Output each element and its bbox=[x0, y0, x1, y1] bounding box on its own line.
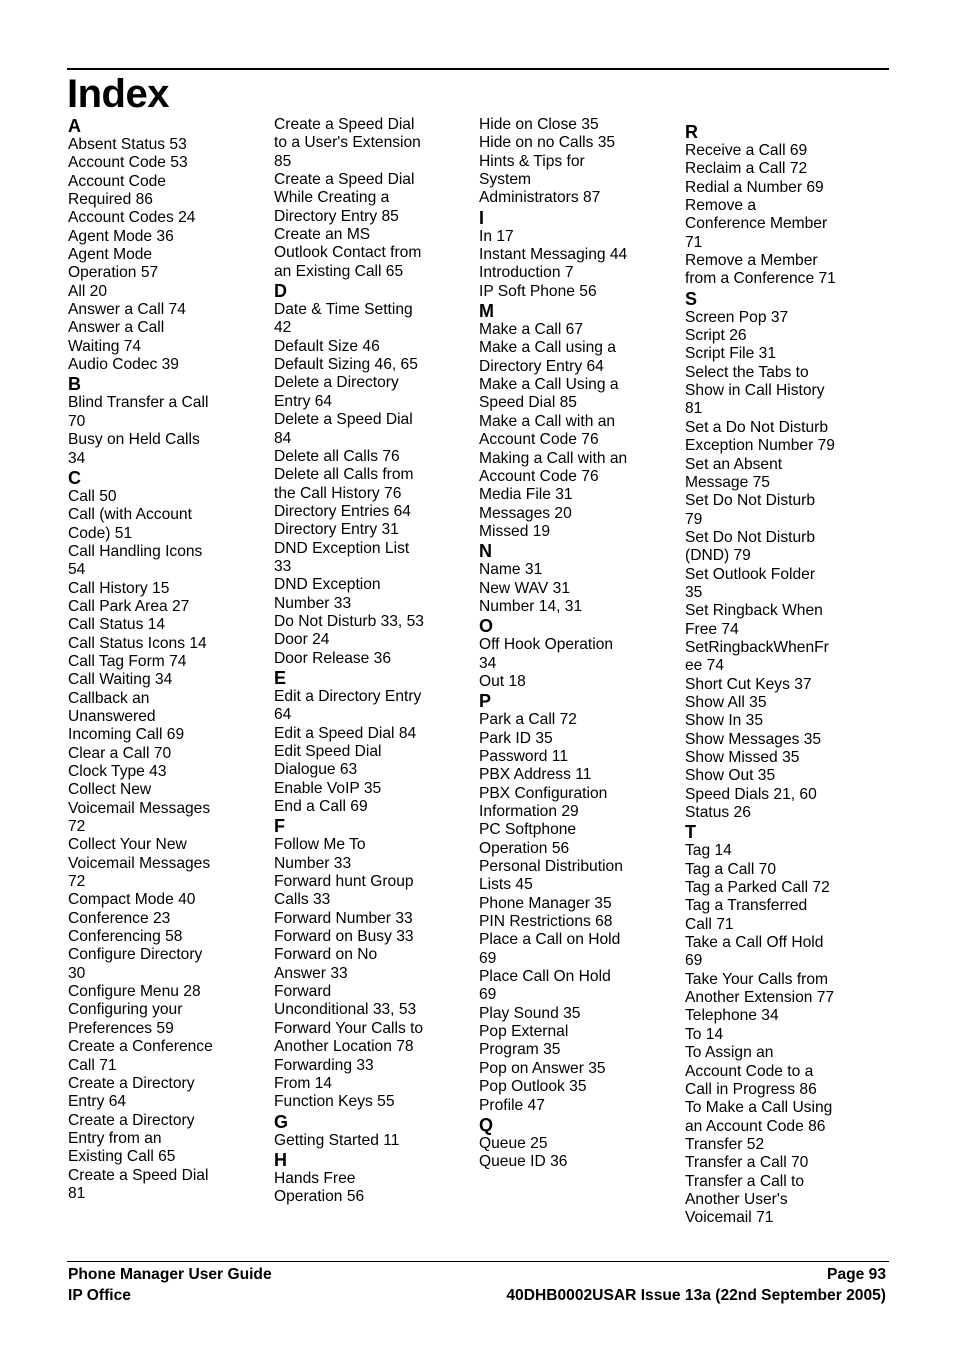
index-entry: All 20 bbox=[68, 282, 108, 300]
index-entry: To Make a Call Using an Account Code 86 bbox=[685, 1099, 833, 1135]
index-entry: Remove a Conference Member 71 bbox=[685, 197, 828, 251]
index-entry: Delete all Calls from the Call History 76 bbox=[274, 466, 414, 502]
index-entry: Account Codes 24 bbox=[68, 209, 196, 227]
index-entry: Hints & Tips for System Administrators 87 bbox=[479, 152, 601, 207]
index-entry: Make a Call using a Directory Entry 64 bbox=[479, 339, 616, 375]
index-entry: Delete a Speed Dial 84 bbox=[274, 411, 413, 447]
index-entry: Edit a Directory Entry 64 bbox=[274, 687, 422, 724]
index-entry: Phone Manager 35 bbox=[479, 894, 612, 912]
index-entry: PIN Restrictions 68 bbox=[479, 913, 613, 931]
index-entry: Name 31 bbox=[479, 561, 543, 579]
index-entry: Account Code 53 bbox=[68, 154, 188, 172]
index-entry: Transfer a Call 70 bbox=[685, 1154, 809, 1172]
index-letter-heading: P bbox=[479, 691, 492, 712]
index-entry: Place a Call on Hold 69 bbox=[479, 931, 621, 967]
index-entry: Take a Call Off Hold 69 bbox=[685, 934, 824, 970]
index-entry: Set Do Not Disturb 79 bbox=[685, 492, 815, 528]
index-entry: Create a Directory Entry from an Existing Call 65 bbox=[68, 1111, 195, 1166]
index-entry: Configure Directory 30 bbox=[68, 946, 203, 982]
index-entry: Show Messages 35 bbox=[685, 730, 822, 748]
index-entry: Park ID 35 bbox=[479, 729, 553, 747]
index-entry: Take Your Calls from Another Extension 77 bbox=[685, 970, 835, 1007]
index-entry: Tag a Transferred Call 71 bbox=[685, 897, 808, 933]
index-entry: Agent Mode Operation 57 bbox=[68, 246, 159, 282]
footer-left bbox=[68, 1264, 272, 1306]
index-letter-heading: H bbox=[274, 1149, 287, 1170]
index-entry: Clock Type 43 bbox=[68, 763, 167, 780]
index-entry: Select the Tabs to Show in Call History 81 bbox=[685, 363, 825, 418]
index-entry: Delete all Calls 76 bbox=[274, 447, 400, 465]
index-entry: Call 50 bbox=[68, 487, 117, 505]
index-entry: Make a Call with an Account Code 76 bbox=[479, 412, 616, 449]
index-entry: Date & Time Setting 42 bbox=[274, 301, 413, 337]
index-entry: Queue 25 bbox=[479, 1134, 548, 1152]
index-entry: Call Handling Icons 54 bbox=[68, 542, 203, 579]
index-entry: Media File 31 bbox=[479, 486, 573, 504]
index-entry: Absent Status 53 bbox=[68, 136, 187, 153]
index-entry: New WAV 31 bbox=[479, 579, 570, 597]
index-entry: From 14 bbox=[274, 1074, 333, 1092]
index-entry: Off Hook Operation 34 bbox=[479, 636, 614, 672]
index-entry: Call Tag Form 74 bbox=[68, 652, 187, 670]
index-entry: Set Ringback When Free 74 bbox=[685, 602, 823, 638]
index-entry: Speed Dials 21, 60 bbox=[685, 785, 817, 803]
index-entry: Show All 35 bbox=[685, 693, 767, 711]
header-rule bbox=[67, 68, 889, 70]
index-entry: Default Sizing 46, 65 bbox=[274, 356, 418, 374]
page-title: Index bbox=[67, 72, 169, 116]
index-letter-heading: B bbox=[68, 374, 81, 395]
index-entry: Conferencing 58 bbox=[68, 928, 183, 946]
index-entry: Enable VoIP 35 bbox=[274, 779, 382, 797]
index-entry: Create a Speed Dial 81 bbox=[68, 1166, 209, 1202]
index-entry: Busy on Held Calls 34 bbox=[68, 431, 200, 467]
index-entry: Call Park Area 27 bbox=[68, 597, 190, 615]
index-entry: Reclaim a Call 72 bbox=[685, 160, 808, 178]
index-entry: PC Softphone Operation 56 bbox=[479, 821, 577, 857]
index-entry: Pop Outlook 35 bbox=[479, 1078, 587, 1096]
index-entry: Forward Your Calls to Another Location 78 bbox=[274, 1019, 424, 1056]
index-entry: Queue ID 36 bbox=[479, 1153, 568, 1171]
index-entry: Forward Unconditional 33, 53 bbox=[274, 983, 417, 1019]
index-entry: DND Exception List 33 bbox=[274, 539, 410, 575]
index-entry: Do Not Disturb 33, 53 bbox=[274, 612, 424, 630]
index-entry: Door Release 36 bbox=[274, 649, 392, 667]
index-letter-heading: I bbox=[479, 207, 485, 228]
index-entry: IP Soft Phone 56 bbox=[479, 282, 597, 300]
index-entry: Call Waiting 34 bbox=[68, 671, 173, 689]
index-entry: To Assign an Account Code to a Call in Progress 86 bbox=[685, 1044, 817, 1098]
index-letter-heading: M bbox=[479, 301, 494, 322]
index-entry: Set a Do Not Disturb Exception Number 79 bbox=[685, 418, 835, 455]
footer-issue: 40DHB0002USAR Issue 13a (22nd September 2005) bbox=[506, 1287, 886, 1304]
index-letter-heading: Q bbox=[479, 1114, 494, 1135]
index-letter-heading: E bbox=[274, 667, 287, 688]
index-entry: Create a Speed Dial to a User's Extension 85 bbox=[274, 116, 421, 170]
index-entry: Function Keys 55 bbox=[274, 1093, 395, 1111]
index-entry: Agent Mode 36 bbox=[68, 227, 174, 245]
index-column-1 bbox=[68, 116, 268, 1203]
index-letter-heading: D bbox=[274, 281, 287, 302]
index-entry: Transfer 52 bbox=[685, 1135, 765, 1153]
footer-right bbox=[506, 1264, 886, 1306]
index-column-3 bbox=[479, 116, 679, 1172]
index-column-4 bbox=[685, 122, 885, 1228]
index-entry: Play Sound 35 bbox=[479, 1004, 581, 1022]
index-entry: Transfer a Call to Another User's Voicemail 71 bbox=[685, 1172, 805, 1227]
index-entry: Configure Menu 28 bbox=[68, 983, 201, 1001]
index-entry: Set Outlook Folder 35 bbox=[685, 565, 816, 601]
index-entry: Configuring your Preferences 59 bbox=[68, 1001, 183, 1037]
index-entry: Hide on no Calls 35 bbox=[479, 134, 616, 152]
index-entry: Pop on Answer 35 bbox=[479, 1059, 606, 1077]
index-letter-heading: F bbox=[274, 816, 285, 837]
footer-product: IP Office bbox=[68, 1287, 131, 1304]
index-entry: Park a Call 72 bbox=[479, 711, 577, 729]
index-column-2 bbox=[274, 116, 474, 1207]
index-entry: Set Do Not Disturb (DND) 79 bbox=[685, 528, 815, 565]
index-entry: Messages 20 bbox=[479, 504, 572, 522]
index-entry: Redial a Number 69 bbox=[685, 178, 824, 196]
index-entry: Set an Absent Message 75 bbox=[685, 455, 783, 491]
index-entry: Screen Pop 37 bbox=[685, 308, 789, 326]
index-entry: Remove a Member from a Conference 71 bbox=[685, 252, 836, 288]
index-entry: In 17 bbox=[479, 227, 514, 245]
index-entry: Clear a Call 70 bbox=[68, 744, 172, 762]
index-entry: PBX Configuration Information 29 bbox=[479, 784, 608, 820]
index-entry: Forward Number 33 bbox=[274, 909, 413, 927]
index-entry: Forward hunt Group Calls 33 bbox=[274, 873, 414, 909]
index-entry: PBX Address 11 bbox=[479, 766, 592, 784]
index-entry: Create an MS Outlook Contact from an Existing Call 65 bbox=[274, 226, 422, 280]
index-entry: Edit a Speed Dial 84 bbox=[274, 724, 417, 742]
index-entry: Callback an Unanswered Incoming Call 69 bbox=[68, 689, 185, 744]
index-entry: Getting Started 11 bbox=[274, 1131, 400, 1149]
index-entry: Hide on Close 35 bbox=[479, 116, 599, 133]
index-entry: End a Call 69 bbox=[274, 798, 368, 816]
index-entry: Delete a Directory Entry 64 bbox=[274, 374, 399, 410]
index-entry: Tag a Parked Call 72 bbox=[685, 879, 830, 897]
index-entry: Default Size 46 bbox=[274, 337, 380, 355]
index-entry: Personal Distribution Lists 45 bbox=[479, 858, 623, 894]
index-entry: Place Call On Hold 69 bbox=[479, 968, 611, 1004]
index-entry: Tag a Call 70 bbox=[685, 860, 777, 878]
index-entry: Password 11 bbox=[479, 747, 568, 765]
index-letter-heading: G bbox=[274, 1111, 289, 1132]
index-entry: Receive a Call 69 bbox=[685, 142, 808, 159]
index-letter-heading: C bbox=[68, 467, 81, 488]
index-entry: Compact Mode 40 bbox=[68, 891, 196, 909]
index-entry: Create a Speed Dial While Creating a Directory Entry 85 bbox=[274, 171, 415, 225]
index-entry: Show Missed 35 bbox=[685, 749, 800, 766]
index-entry: Short Cut Keys 37 bbox=[685, 675, 812, 693]
index-entry: Answer a Call Waiting 74 bbox=[68, 319, 165, 355]
index-entry: Follow Me To Number 33 bbox=[274, 836, 366, 872]
index-letter-heading: A bbox=[68, 116, 81, 136]
index-entry: Call (with Account Code) 51 bbox=[68, 506, 192, 542]
index-entry: Make a Call 67 bbox=[479, 321, 584, 339]
index-letter-heading: N bbox=[479, 541, 492, 562]
index-entry: Show Out 35 bbox=[685, 767, 776, 785]
index-entry: Forward on No Answer 33 bbox=[274, 946, 378, 982]
index-entry: Create a Directory Entry 64 bbox=[68, 1074, 195, 1111]
index-entry: Edit Speed Dial Dialogue 63 bbox=[274, 743, 382, 779]
index-entry: Door 24 bbox=[274, 631, 330, 649]
index-entry: Conference 23 bbox=[68, 909, 171, 927]
index-entry: Number 14, 31 bbox=[479, 597, 583, 615]
index-entry: Hands Free Operation 56 bbox=[274, 1169, 365, 1206]
index-entry: Directory Entries 64 bbox=[274, 502, 411, 520]
index-letter-heading: R bbox=[685, 122, 698, 142]
index-entry: Introduction 7 bbox=[479, 264, 574, 282]
index-entry: Audio Codec 39 bbox=[68, 356, 179, 374]
index-letter-heading: S bbox=[685, 288, 698, 309]
index-letter-heading: O bbox=[479, 616, 494, 637]
index-entry: Making a Call with an Account Code 76 bbox=[479, 449, 628, 485]
index-entry: Collect Your New Voicemail Messages 72 bbox=[68, 836, 211, 891]
index-entry: Answer a Call 74 bbox=[68, 301, 186, 319]
index-entry: Forward on Busy 33 bbox=[274, 928, 414, 946]
index-entry: Directory Entry 31 bbox=[274, 521, 399, 539]
index-entry: Make a Call Using a Speed Dial 85 bbox=[479, 376, 619, 412]
index-entry: Out 18 bbox=[479, 672, 526, 690]
index-entry: Instant Messaging 44 bbox=[479, 246, 628, 264]
index-entry: Call Status Icons 14 bbox=[68, 634, 207, 652]
index-entry: Show In 35 bbox=[685, 712, 764, 730]
index-entry: Script 26 bbox=[685, 327, 747, 345]
index-entry: Profile 47 bbox=[479, 1096, 545, 1114]
footer-guide-title: Phone Manager User Guide bbox=[68, 1266, 272, 1283]
index-letter-heading: T bbox=[685, 822, 696, 843]
index-entry: Account Code Required 86 bbox=[68, 172, 166, 209]
index-entry: Call Status 14 bbox=[68, 616, 166, 634]
index-entry: Pop External Program 35 bbox=[479, 1023, 569, 1059]
index-entry: Status 26 bbox=[685, 804, 751, 822]
index-entry: To 14 bbox=[685, 1025, 724, 1043]
index-entry: Script File 31 bbox=[685, 345, 776, 363]
index-entry: Call History 15 bbox=[68, 579, 170, 597]
index-entry: Tag 14 bbox=[685, 842, 732, 860]
footer-rule bbox=[67, 1261, 889, 1262]
index-entry: Blind Transfer a Call 70 bbox=[68, 394, 209, 430]
index-entry: Collect New Voicemail Messages 72 bbox=[68, 781, 211, 836]
index-entry: SetRingbackWhenFr ee 74 bbox=[685, 638, 829, 675]
index-entry: Missed 19 bbox=[479, 522, 551, 540]
index-entry: Create a Conference Call 71 bbox=[68, 1038, 213, 1074]
index-entry: DND Exception Number 33 bbox=[274, 576, 381, 612]
index-entry: Telephone 34 bbox=[685, 1007, 779, 1025]
footer-page-number: Page 93 bbox=[827, 1266, 886, 1283]
index-entry: Forwarding 33 bbox=[274, 1056, 374, 1074]
